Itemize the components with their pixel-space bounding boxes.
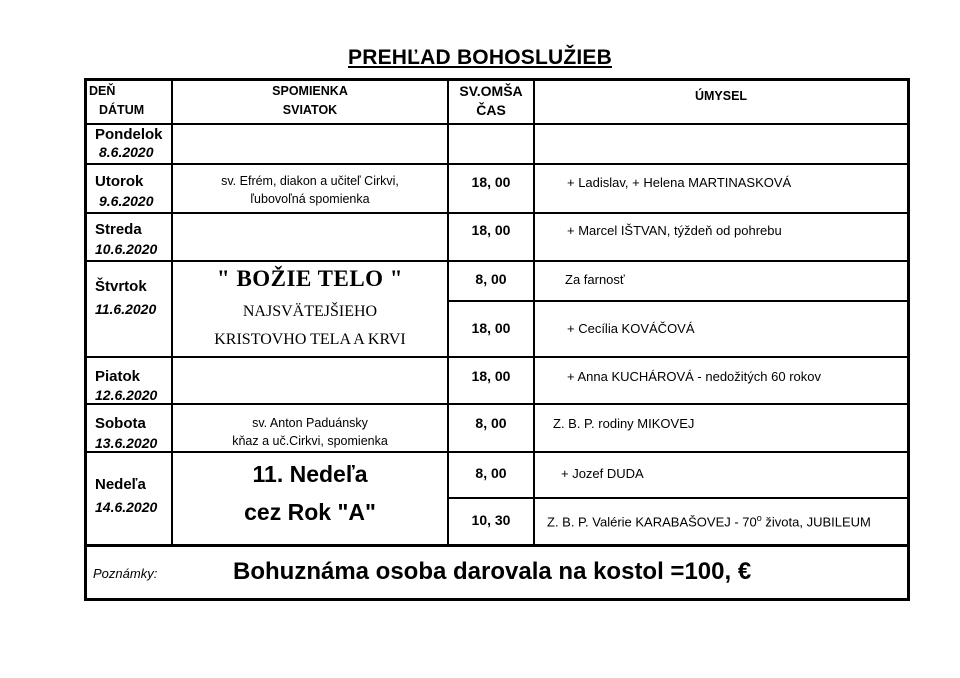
day-label: Utorok xyxy=(95,173,144,190)
day-label: Streda xyxy=(95,221,142,238)
notes-label: Poznámky: xyxy=(93,566,158,581)
feast-text: NAJSVÄTEJŠIEHO xyxy=(242,303,378,320)
day-label: Nedeľa xyxy=(95,476,146,493)
intention-part: Z. B. P. Valérie KARABAŠOVEJ - 70 xyxy=(547,514,757,530)
header-feast-sub: SVIATOK xyxy=(282,103,338,117)
feast-text: KRISTOVHO TELA A KRVI xyxy=(214,331,406,348)
feast-text: ľubovoľná spomienka xyxy=(250,192,370,206)
page-title: PREHĽAD BOHOSLUŽIEB xyxy=(348,46,612,69)
header-intention: ÚMYSEL xyxy=(694,89,748,103)
intention-part: života, JUBILEUM xyxy=(761,514,871,530)
row-subdivider xyxy=(447,300,907,302)
date-label: 8.6.2020 xyxy=(99,144,154,160)
day-label: Sobota xyxy=(95,415,146,432)
notes-text: Bohuznáma osoba darovala na kostol =100, € xyxy=(233,558,752,585)
mass-intention: Za farnosť xyxy=(565,272,625,287)
mass-time: 8, 00 xyxy=(475,415,507,431)
header-date: DÁTUM xyxy=(99,103,145,117)
mass-intention: + Anna KUCHÁROVÁ - nedožitých 60 rokov xyxy=(567,369,821,384)
header-time: ČAS xyxy=(476,102,506,118)
mass-intention: + Ladislav, + Helena MARTINASKOVÁ xyxy=(567,175,792,190)
row-divider xyxy=(87,451,907,453)
header-feast: SPOMIENKA xyxy=(272,84,348,98)
mass-intention: + Cecília KOVÁČOVÁ xyxy=(567,321,695,336)
row-divider xyxy=(87,403,907,405)
row-divider xyxy=(87,356,907,358)
header-mass: SV.OMŠA xyxy=(459,83,523,99)
feast-title: " BOŽIE TELO " xyxy=(216,266,404,291)
row-divider xyxy=(87,260,907,262)
feast-text: cez Rok "A" xyxy=(244,499,376,525)
row-divider xyxy=(87,212,907,214)
superscript-degree: o xyxy=(756,513,762,523)
mass-time: 18, 00 xyxy=(471,320,511,336)
day-label: Pondelok xyxy=(95,126,163,143)
row-subdivider xyxy=(447,497,907,499)
mass-time: 18, 00 xyxy=(471,174,511,190)
mass-time: 8, 00 xyxy=(475,271,507,287)
mass-time: 18, 00 xyxy=(471,222,511,238)
mass-time: 8, 00 xyxy=(475,465,507,481)
notes-divider xyxy=(87,544,907,547)
column-divider xyxy=(533,81,535,546)
feast-text: sv. Efrém, diakon a učiteľ Cirkvi, xyxy=(221,174,399,188)
header-day: DEŇ xyxy=(89,84,116,98)
day-label: Štvrtok xyxy=(95,278,147,295)
mass-intention: + Marcel IŠTVAN, týždeň od pohrebu xyxy=(567,223,782,238)
feast-text: kňaz a uč.Cirkvi, spomienka xyxy=(232,434,388,448)
date-label: 12.6.2020 xyxy=(95,387,158,403)
mass-time: 18, 00 xyxy=(471,368,511,384)
date-label: 9.6.2020 xyxy=(99,193,154,209)
mass-intention: + Jozef DUDA xyxy=(561,466,644,481)
mass-time: 10, 30 xyxy=(471,512,511,528)
row-divider xyxy=(87,163,907,165)
schedule-table xyxy=(84,78,910,601)
date-label: 10.6.2020 xyxy=(95,241,158,257)
feast-text: sv. Anton Paduánsky xyxy=(252,416,368,430)
mass-intention xyxy=(547,513,871,529)
date-label: 11.6.2020 xyxy=(95,301,157,317)
row-divider xyxy=(87,123,907,125)
date-label: 13.6.2020 xyxy=(95,435,158,451)
feast-title: 11. Nedeľa xyxy=(252,461,368,487)
mass-intention: Z. B. P. rodiny MIKOVEJ xyxy=(553,416,695,431)
date-label: 14.6.2020 xyxy=(95,499,158,515)
day-label: Piatok xyxy=(95,368,141,385)
